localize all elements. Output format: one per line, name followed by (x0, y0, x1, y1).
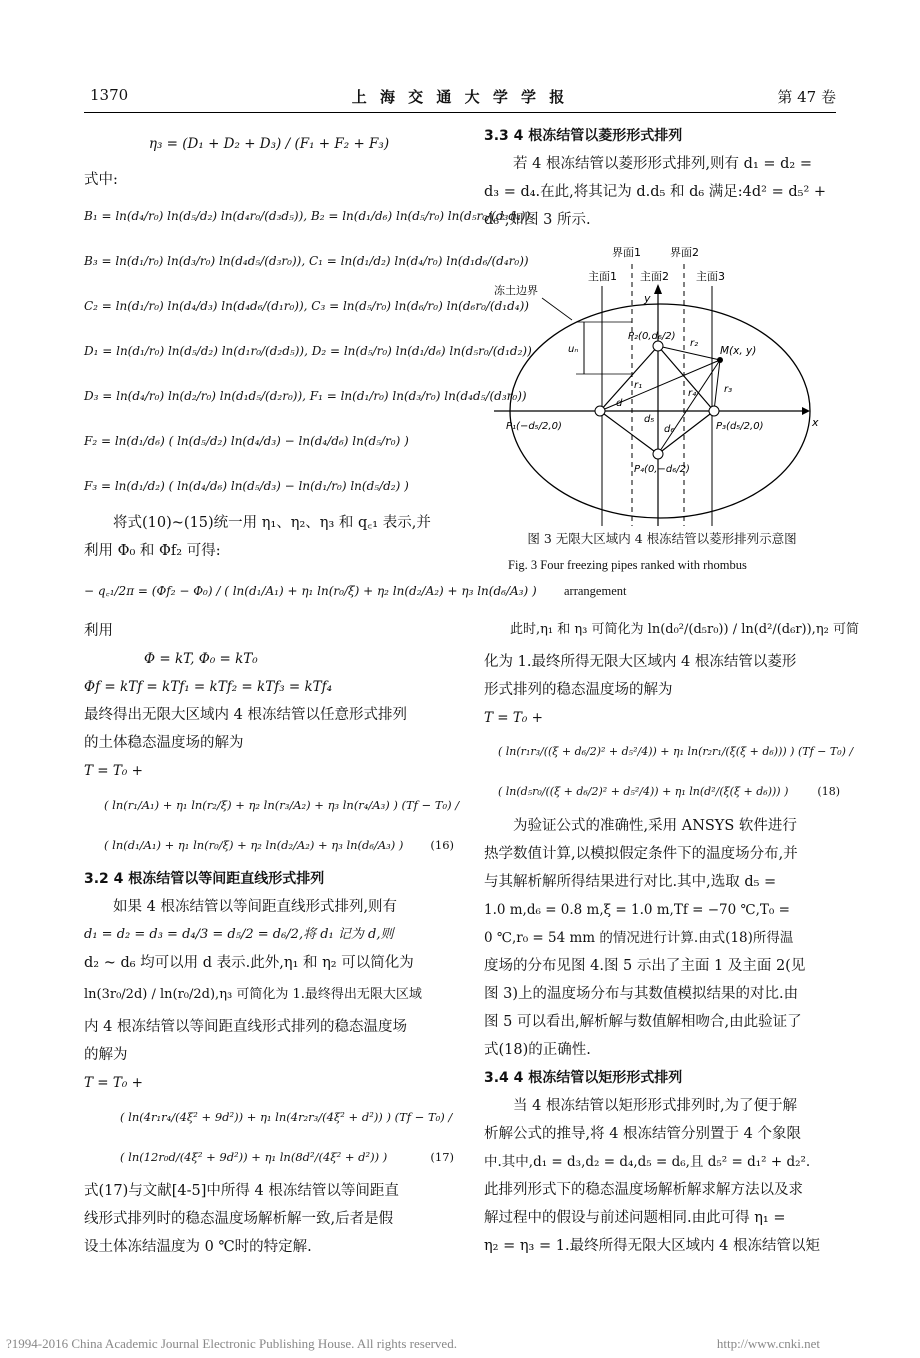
label-d: d (616, 398, 623, 409)
paragraph: 如果 4 根冻结管以等间距直线形式排列,则有 (113, 899, 398, 915)
paragraph: 1.0 m,d₆ = 0.8 m,ξ = 1.0 m,Tf = −70 ℃,T₀ = (484, 902, 790, 918)
paragraph: d₃ = d₄.在此,将其记为 d.d₅ 和 d₆ 满足:4d² = d₅² + (484, 184, 827, 200)
paragraph: 化为 1.最终所得无限大区域内 4 根冻结管以菱形 (484, 654, 797, 670)
eq17-denominator (84, 1137, 454, 1177)
label-r1: r₁ (634, 380, 643, 391)
eq16-lead: T = T₀ + (84, 763, 143, 779)
volume-label: 第 47 卷 (777, 88, 836, 106)
pipe-p1 (595, 406, 605, 416)
paragraph: d₂ ~ d₆ 均可以用 d 表示.此外,η₁ 和 η₂ 可以简化为 (84, 955, 414, 971)
label-main2: 主面2 (640, 270, 669, 283)
paragraph: d₆²,如图 3 所示. (484, 212, 591, 228)
figure-caption-en: arrangement (564, 584, 627, 598)
paragraph: 的解为 (84, 1047, 128, 1063)
def-line: D₁ = ln(d₁/r₀) ln(d₅/d₂) ln(d₁r₀/(d₂d₅)), D₂ = ln(d₅/r₀) ln(d₁/d₆) ln(d₅r₀/(d₁d₂)) (84, 344, 532, 358)
label-p4: P₄(0,−d₆/2) (634, 464, 690, 475)
paragraph: 析解公式的推导,将 4 根冻结管分别置于 4 个象限 (484, 1126, 801, 1142)
eq-phi: Φf = kTf = kTf₁ = kTf₂ = kTf₃ = kTf₄ (84, 679, 333, 695)
label-d6: d₆ (664, 424, 675, 435)
eq-number: (17) (430, 1150, 454, 1164)
def-line: F₃ = ln(d₁/d₂) ( ln(d₄/d₆) ln(d₅/d₃) − ln(d₁/r₀) ln(d₅/d₂) ) (84, 479, 409, 493)
paragraph: 此排列形式下的稳态温度场解析解求解方法以及求 (484, 1182, 803, 1198)
label-r2: r₂ (690, 338, 699, 349)
def-line: B₃ = ln(d₁/r₀) ln(d₃/r₀) ln(d₄d₅/(d₃r₀)), C₁ = ln(d₁/d₂) ln(d₄/r₀) ln(d₁d₆/(d₄r₀)) (84, 254, 529, 268)
eq18-denominator-text: ( ln(d₅r₀/((ξ + d₆/2)² + d₅²/4)) + η₁ ln(d²/(ξ(ξ + d₆))) ) (498, 785, 789, 798)
section-heading: 3.3 4 根冻结管以菱形形式排列 (484, 128, 683, 144)
label-r3: r₃ (724, 384, 733, 395)
paragraph: 若 4 根冻结管以菱形形式排列,则有 d₁ = d₂ = (513, 156, 812, 172)
header-rule (84, 112, 836, 113)
figure-caption-cn: 图 3 无限大区域内 4 根冻结管以菱形排列示意图 (527, 531, 797, 546)
label-d5: d₅ (644, 414, 655, 425)
label-u: uₙ (568, 344, 579, 355)
label-main1: 主面1 (588, 270, 617, 283)
pipe-p2 (653, 341, 663, 351)
eq16-numerator: ( ln(r₁/A₁) + η₁ ln(r₂/ξ) + η₂ ln(r₃/A₂) + η₃ ln(r₄/A₃) ) (Tf − T₀) / (104, 798, 460, 812)
label-p2: P₂(0,d₆/2) (628, 331, 676, 342)
pipe-p3 (709, 406, 719, 416)
paragraph: 中.其中,d₁ = d₃,d₂ = d₄,d₅ = d₆,且 d₅² = d₁² + d₂². (484, 1154, 811, 1170)
right-column (484, 122, 859, 1260)
label-p3: P₃(d₅/2,0) (716, 421, 764, 432)
label-main3: 主面3 (696, 270, 725, 283)
y-axis-arrow (654, 284, 662, 294)
def-line: B₁ = ln(d₄/r₀) ln(d₅/d₂) ln(d₄r₀/(d₃d₅)), B₂ = ln(d₁/d₆) ln(d₅/r₀) ln(d₅r₀/(d₃d₄)) (84, 209, 531, 223)
paragraph: 0 ℃,r₀ = 54 mm 的情况进行计算.由式(18)所得温 (484, 930, 794, 946)
def-line: F₂ = ln(d₁/d₆) ( ln(d₅/d₂) ln(d₄/d₃) − ln(d₄/d₆) ln(d₅/r₀) ) (84, 434, 409, 448)
label-frozen-boundary: 冻土边界 (494, 284, 538, 297)
label-m: M(x, y) (720, 345, 757, 357)
page-number: 1370 (90, 86, 129, 104)
paragraph: 为验证公式的准确性,采用 ANSYS 软件进行 (513, 818, 797, 834)
point-m (717, 357, 723, 363)
paragraph: 图 5 可以看出,解析解与数值解相吻合,由此验证了 (484, 1014, 802, 1030)
where-label: 式中: (84, 172, 118, 188)
paragraph: ln(3r₀/2d) / ln(r₀/2d),η₃ 可简化为 1.最终得出无限大区域 (84, 987, 422, 1002)
section-heading: 3.4 4 根冻结管以矩形形式排列 (484, 1070, 683, 1086)
label-r4: r₄ (688, 388, 697, 399)
eq16-denominator (84, 825, 454, 865)
eq-number: (18) (817, 785, 840, 798)
eq-phi: Φ = kT, Φ₀ = kT₀ (144, 651, 258, 667)
eq-number: (16) (430, 838, 454, 852)
paragraph: η₂ = η₃ = 1.最终所得无限大区域内 4 根冻结管以矩 (484, 1238, 821, 1254)
paragraph: 度场的分布见图 4.图 5 示出了主面 1 及主面 2(见 (484, 958, 806, 974)
paragraph: 最终得出无限大区域内 4 根冻结管以任意形式排列 (84, 707, 407, 723)
paragraph: 图 3)上的温度场分布与其数值模拟结果的对比.由 (484, 986, 799, 1002)
copyright-text: ?1994-2016 China Academic Journal Electronic Publishing House. All rights reserved. (6, 1336, 457, 1351)
paragraph: 热学数值计算,以模拟假定条件下的温度场分布,并 (484, 846, 798, 862)
paragraph: 的土体稳态温度场的解为 (84, 735, 244, 751)
journal-title: 上 海 交 通 大 学 学 报 (351, 88, 569, 106)
paragraph: 式(17)与文献[4-5]中所得 4 根冻结管以等间距直 (84, 1183, 399, 1199)
paragraph: 形式排列的稳态温度场的解为 (484, 682, 673, 698)
paragraph: 利用 Φ₀ 和 Φf₂ 可得: (84, 543, 221, 559)
paragraph: 线形式排列时的稳态温度场解析解一致,后者是假 (84, 1211, 394, 1227)
paragraph: 当 4 根冻结管以矩形形式排列时,为了便于解 (513, 1098, 798, 1114)
def-line: D₃ = ln(d₄/r₀) ln(d₂/r₀) ln(d₁d₅/(d₂r₀)), F₁ = ln(d₁/r₀) ln(d₃/r₀) ln(d₄d₅/(d₃r₀)) (84, 389, 527, 403)
eq17-lead: T = T₀ + (84, 1075, 143, 1091)
eq18-numerator: ( ln(r₁r₃/((ξ + d₆/2)² + d₅²/4)) + η₁ ln(r₂r₁/(ξ(ξ + d₆))) ) (Tf − T₀) / (498, 745, 854, 758)
eq17-numerator: ( ln(4r₁r₄/(4ξ² + 9d²)) + η₁ ln(4r₂r₃/(4ξ² + d²)) ) (Tf − T₀) / (120, 1110, 453, 1124)
eq16-denominator-text: ( ln(d₁/A₁) + η₁ ln(r₀/ξ) + η₂ ln(d₂/A₂) + η₃ ln(d₆/A₃) ) (104, 838, 404, 852)
eq-eta3: η₃ = (D₁ + D₂ + D₃) / (F₁ + F₂ + F₃) (148, 136, 390, 152)
leader-line (542, 298, 572, 320)
paragraph: 与其解析解所得结果进行对比.其中,选取 d₅ = (484, 874, 777, 890)
figure-caption-en: Fig. 3 Four freezing pipes ranked with rhombus (508, 558, 747, 572)
paragraph: 式(18)的正确性. (484, 1042, 591, 1058)
label-x-axis: x (812, 416, 819, 429)
label-interface1: 界面1 (612, 246, 641, 259)
figure-3-diagram (484, 236, 840, 526)
paragraph: 将式(10)~(15)统一用 η₁、η₂、η₃ 和 q꜀₁ 表示,并 (113, 515, 431, 531)
eq18-denominator (484, 772, 840, 812)
eq18-lead: T = T₀ + (484, 710, 543, 726)
label-interface2: 界面2 (670, 246, 699, 259)
footer-url[interactable]: http://www.cnki.net (716, 1336, 820, 1351)
paragraph: 解过程中的假设与前述问题相同.由此可得 η₁ = (484, 1210, 786, 1226)
paragraph: 内 4 根冻结管以等间距直线形式排列的稳态温度场 (84, 1019, 407, 1035)
r2-line (658, 346, 720, 360)
label-p1: P₁(−d₅/2,0) (506, 421, 562, 432)
paragraph: 此时,η₁ 和 η₃ 可简化为 ln(d₀²/(d₅r₀)) / ln(d²/(d₆r)),η₂ 可简 (510, 622, 859, 637)
paragraph: 设土体冻结温度为 0 ℃时的特定解. (84, 1239, 312, 1255)
section-heading: 3.2 4 根冻结管以等间距直线形式排列 (84, 871, 325, 887)
use-label: 利用 (84, 623, 113, 639)
def-line: C₂ = ln(d₁/r₀) ln(d₄/d₃) ln(d₄d₆/(d₁r₀)), C₃ = ln(d₅/r₀) ln(d₆/r₀) ln(d₆r₀/(d₁d₄)) (84, 299, 529, 313)
label-y-axis: y (644, 292, 651, 305)
x-axis-arrow (802, 407, 810, 415)
eq-q: − q꜀₁/2π = (Φf₂ − Φ₀) / ( ln(d₁/A₁) + η₁ ln(r₀/ξ) + η₂ ln(d₂/A₂) + η₃ ln(d₆/A₃) ) (84, 584, 537, 598)
paragraph: d₁ = d₂ = d₃ = d₄/3 = d₅/2 = d₆/2,将 d₁ 记为 d,则 (84, 927, 394, 942)
pipe-p4 (653, 449, 663, 459)
eq17-denominator-text: ( ln(12r₀d/(4ξ² + 9d²)) + η₁ ln(8d²/(4ξ² + d²)) ) (120, 1150, 388, 1164)
